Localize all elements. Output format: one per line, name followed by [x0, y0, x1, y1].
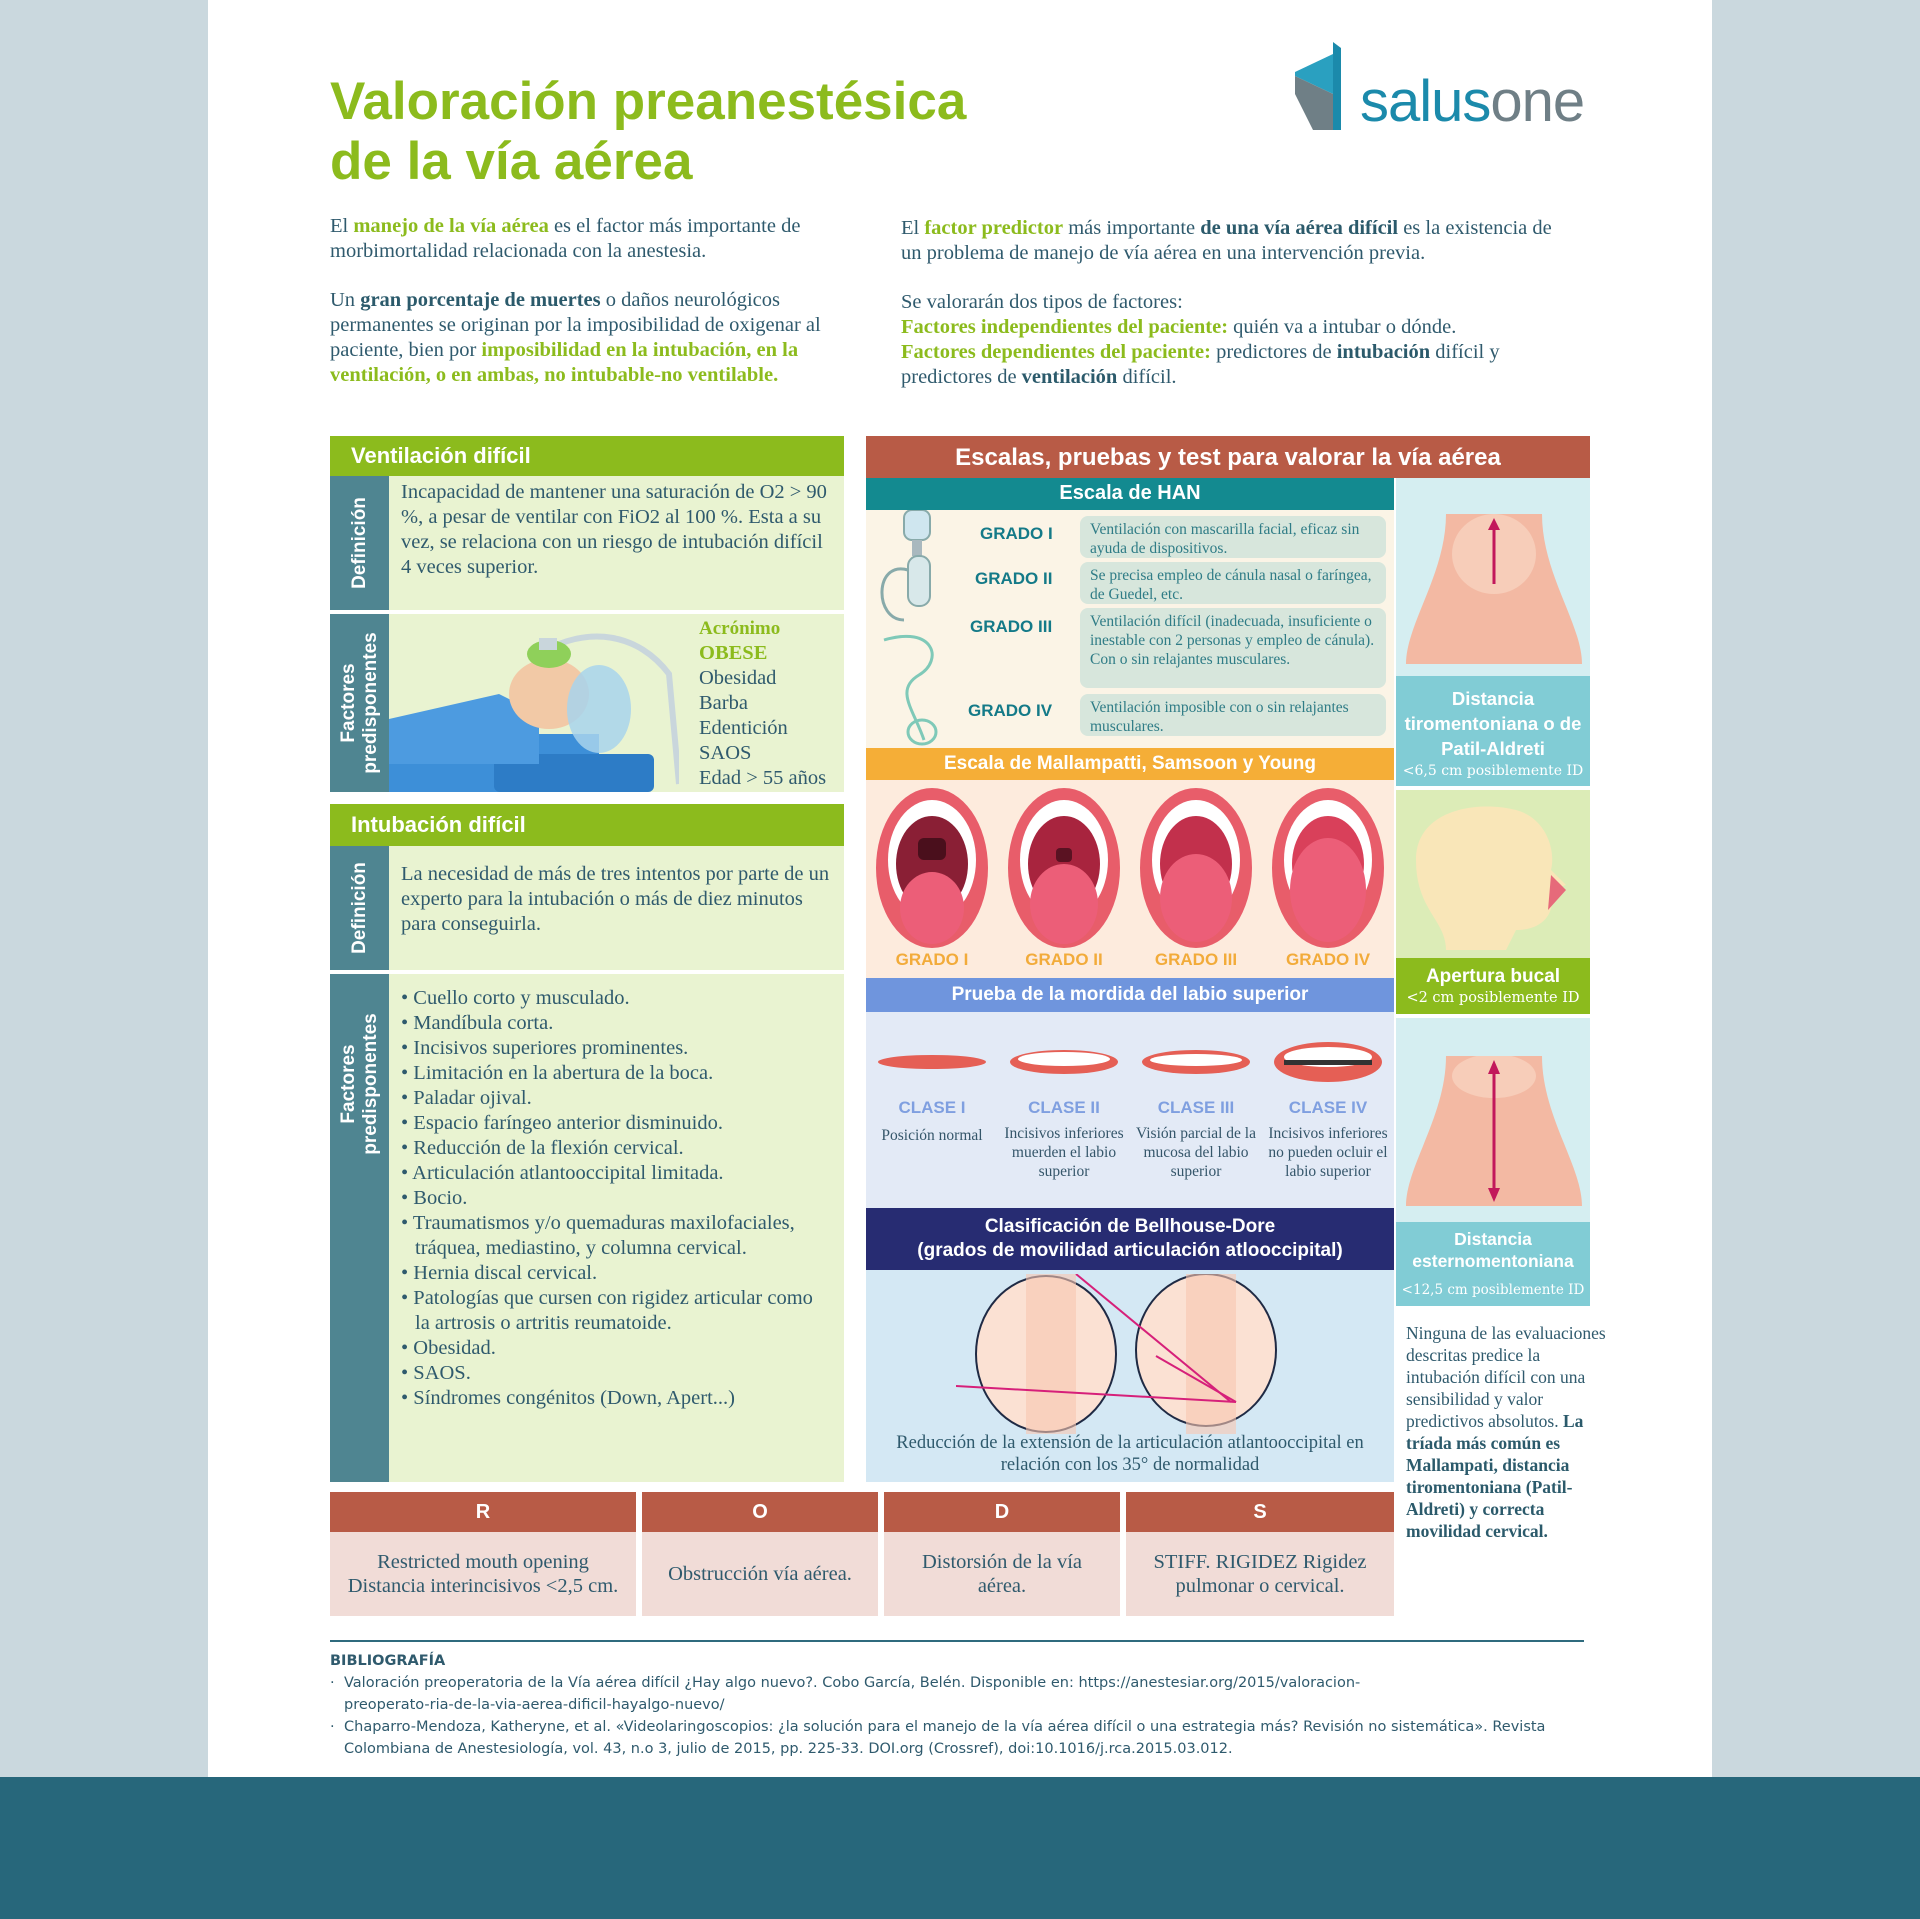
- rods-desc: STIFF. RIGIDEZ Rigidez pulmonar o cervical.: [1126, 1532, 1394, 1616]
- bibliografia-title: BIBLIOGRAFÍA: [330, 1653, 446, 1669]
- mordida-class-desc: Incisivos inferiores muerden el labio superior: [1004, 1125, 1124, 1180]
- lips-icon: [1274, 1042, 1382, 1082]
- lips-icon: [878, 1055, 986, 1069]
- bibliografia: [330, 1650, 1590, 1760]
- esterno-panel: [1396, 1222, 1590, 1306]
- neck-tiromentoniana-icon: [1406, 514, 1582, 664]
- patil-illustration-panel: [1396, 478, 1590, 676]
- ventilacion-definition: Incapacidad de mantener una saturación de O2 > 90 %, a pesar de ventilar con FiO2 al 100 %. Esta a su vez, se relaciona con un riesgo de intubación difícil 4 veces superior.: [389, 476, 844, 610]
- han-grade-label: GRADO I: [980, 524, 1053, 543]
- bibliografia-item: · Valoración preoperatoria de la Vía aérea difícil ¿Hay algo nuevo?. Cobo García, Belén. Disponible en: https://anestesiar.org/2015/valoracion-preoperato-ria-de-la-via-aerea-dificil-hayalgo-nuevo/: [330, 1675, 1361, 1713]
- han-header: Escala de HAN: [866, 478, 1394, 510]
- mallampati-grade-label: GRADO III: [1154, 950, 1238, 969]
- han-grade-label: GRADO III: [970, 617, 1053, 636]
- lips-icon: [1142, 1050, 1250, 1074]
- mallampati-grade-label: GRADO IV: [1285, 950, 1371, 969]
- ventilation-devices-icon: [874, 510, 959, 748]
- neck-esternomentoniana-icon: [1406, 1056, 1582, 1216]
- list-item: • Cuello corto y musculado.: [401, 987, 630, 1009]
- mallampati-grade-label: GRADO I: [895, 950, 969, 969]
- intro-right-p1: El factor predictor más importante de una vía aérea difícil es la existencia de un problema de manejo de vía aérea en una intervención previa.: [901, 217, 1552, 264]
- patil-note: <6,5 cm posiblemente ID: [1402, 763, 1584, 779]
- intubacion-factors: [389, 974, 844, 1482]
- mordida-class-desc: Incisivos inferiores no pueden ocluir el labio superior: [1268, 1125, 1388, 1180]
- list-item: • Reducción de la flexión cervical.: [401, 1137, 684, 1159]
- salusone-logo: salusone: [1360, 69, 1585, 134]
- apertura-panel: [1396, 958, 1590, 1014]
- acronym-item: Barba: [699, 692, 748, 714]
- esterno-illustration-panel: [1396, 1018, 1590, 1222]
- rods-desc: Distorsión de la vía aérea.: [884, 1532, 1120, 1616]
- intro-left: [330, 214, 850, 388]
- bibliografia-item: · Chaparro-Mendoza, Katheryne, et al. «Videolaringoscopios: ¿la solución para el manejo de la vía aérea difícil o una estrategia más? Revisión no sistemática». Revista Colombiana de Anestesiología, vol. 43, n.o 3, julio de 2015, pp. 225-33. DOI.org (Crossref), doi:10.1016/j.rca.2015.03.012.: [330, 1719, 1546, 1757]
- intubacion-def-sidebar: [330, 846, 389, 970]
- escalas-header: Escalas, pruebas y test para valorar la vía aérea: [866, 436, 1590, 478]
- han-grade-label: GRADO IV: [968, 701, 1053, 720]
- rods-desc: Restricted mouth opening Distancia interincisivos <2,5 cm.: [330, 1532, 636, 1616]
- mordida-class-label: CLASE III: [1157, 1098, 1235, 1117]
- list-item: • Incisivos superiores prominentes.: [401, 1037, 689, 1059]
- list-item: • Síndromes congénitos (Down, Apert...): [401, 1387, 735, 1409]
- intro-left-p2: Un gran porcentaje de muertes o daños neurológicos permanentes se originan por la imposibilidad de oxigenar al paciente, bien por imposibilidad en la intubación, en la ventilación, o en ambas, no intubable-no ventilable.: [330, 289, 821, 386]
- mallampati-panel: [866, 780, 1394, 978]
- list-item: • Patologías que cursen con rigidez articular como la artrosis o artritis reumatoide.: [401, 1287, 813, 1334]
- salusone-logo-icon: [1293, 42, 1353, 132]
- han-panel: [866, 510, 1394, 748]
- apertura-illustration-panel: [1396, 790, 1590, 958]
- mallampati-grade-label: GRADO II: [1025, 950, 1103, 969]
- mouth-icon: [876, 788, 988, 948]
- mordida-class-desc: Visión parcial de la mucosa del labio superior: [1135, 1125, 1256, 1180]
- intubacion-factors-sidebar: [330, 974, 389, 1482]
- intubacion-header: Intubación difícil: [330, 804, 844, 846]
- page-title: Valoración preanestésica de la vía aérea: [330, 72, 967, 191]
- head-profiles-illustration: [956, 1274, 1296, 1434]
- mordida-panel: [866, 1012, 1394, 1208]
- ventilacion-def-label: Definición: [348, 497, 370, 589]
- intro-right-factors-intro: Se valorarán dos tipos de factores:: [901, 291, 1183, 313]
- rods-letter: R: [330, 1492, 636, 1532]
- han-grade-label: GRADO II: [975, 569, 1053, 588]
- rods-column-r: [330, 1492, 636, 1616]
- rods-column-s: [1126, 1492, 1394, 1616]
- rods-letter: O: [642, 1492, 878, 1532]
- rods-column-d: [884, 1492, 1120, 1616]
- apertura-note: <2 cm posiblemente ID: [1406, 990, 1580, 1006]
- intro-right-independent: Factores independientes del paciente: quién va a intubar o dónde.: [901, 316, 1457, 338]
- esterno-title: Distancia esternomentoniana: [1412, 1229, 1574, 1271]
- ventilacion-factors-label: Factores predisponentes: [337, 632, 381, 774]
- ventilacion-factors-sidebar: [330, 614, 389, 792]
- patil-panel: [1396, 676, 1590, 786]
- conclusion-text: Ninguna de las evaluaciones descritas predice la intubación difícil con una sensibilidad y valor predictivos absolutos. La tríada más común es Mallampati, distancia tiromentoniana (Patil-Aldreti) y correcta movilidad cervical.: [1406, 1323, 1606, 1541]
- ventilacion-factors-panel: [389, 614, 844, 792]
- intubacion-definition: La necesidad de más de tres intentos por parte de un experto para la intubación o más de diez minutos para conseguirla.: [389, 846, 844, 970]
- han-grade-desc: Se precisa empleo de cánula nasal o faríngea, de Guedel, etc.: [1080, 562, 1386, 604]
- intubacion-def-label: Definición: [348, 862, 370, 954]
- patient-mask-illustration: [389, 614, 679, 792]
- mordida-class-label: CLASE IV: [1288, 1098, 1368, 1117]
- list-item: • Bocio.: [401, 1187, 468, 1209]
- divider: [330, 1640, 1584, 1642]
- ventilacion-header: Ventilación difícil: [330, 436, 844, 476]
- rods-letter: D: [884, 1492, 1120, 1532]
- list-item: • Hernia discal cervical.: [401, 1262, 598, 1284]
- mordida-class-label: CLASE II: [1028, 1098, 1100, 1117]
- mordida-header: Prueba de la mordida del labio superior: [866, 978, 1394, 1012]
- acronym-item: Edentición: [699, 717, 788, 739]
- intro-left-p1: El manejo de la vía aérea es el factor más importante de morbimortalidad relacionada con la anestesia.: [330, 215, 801, 262]
- intro-right-dependent: Factores dependientes del paciente: predictores de intubación difícil y predictores de ventilación difícil.: [901, 341, 1500, 388]
- mouth-icon: [1140, 788, 1252, 948]
- patil-title: Distancia tiromentoniana o de Patil-Aldreti: [1404, 688, 1582, 759]
- acronym-item: SAOS: [699, 742, 752, 764]
- esterno-note: <12,5 cm posiblemente ID: [1401, 1282, 1585, 1298]
- intubacion-factors-label: Factores predisponentes: [337, 1013, 381, 1155]
- list-item: • Limitación en la abertura de la boca.: [401, 1062, 714, 1084]
- rods-letter: S: [1126, 1492, 1394, 1532]
- lips-icon: [1010, 1050, 1118, 1074]
- list-item: • Espacio faríngeo anterior disminuido.: [401, 1112, 723, 1134]
- han-grade-desc: Ventilación difícil (inadecuada, insuficiente o inestable con 2 personas y empleo de cánula). Con o sin relajantes musculares.: [1080, 608, 1386, 688]
- rods-desc: Obstrucción vía aérea.: [642, 1532, 878, 1616]
- han-grade-desc: Ventilación imposible con o sin relajantes musculares.: [1080, 694, 1386, 736]
- list-item: • Obesidad.: [401, 1337, 496, 1359]
- infographic-page: [208, 0, 1712, 1777]
- list-item: • SAOS.: [401, 1362, 471, 1384]
- han-grade-desc: Ventilación con mascarilla facial, eficaz sin ayuda de dispositivos.: [1080, 516, 1386, 558]
- apertura-title: Apertura bucal: [1425, 966, 1561, 987]
- mordida-class-label: CLASE I: [898, 1098, 966, 1117]
- bellhouse-caption: Reducción de la extensión de la articulación atlantooccipital en relación con los 35° de normalidad: [896, 1433, 1364, 1475]
- footer-band: [0, 1777, 1920, 1919]
- list-item: • Traumatismos y/o quemaduras maxilofaciales, tráquea, mediastino, y columna cervical.: [401, 1212, 795, 1259]
- list-item: • Paladar ojival.: [401, 1087, 532, 1109]
- acronym-item: Edad > 55 años: [699, 767, 827, 789]
- mouth-icon: [1008, 788, 1120, 948]
- list-item: • Mandíbula corta.: [401, 1012, 554, 1034]
- head-profile-apertura-icon: [1416, 800, 1576, 950]
- obese-acronym: Acrónimo OBESE Obesidad Barba Edentición SAOS Edad > 55 años: [699, 618, 827, 789]
- rods-column-o: [642, 1492, 878, 1616]
- lip-bite-illustration: [866, 1012, 1394, 1082]
- list-item: • Articulación atlantooccipital limitada.: [401, 1162, 724, 1184]
- ventilacion-def-sidebar: [330, 476, 389, 610]
- mouth-icon: [1272, 788, 1384, 948]
- mallampati-mouths-illustration: [866, 780, 1394, 950]
- bellhouse-header: Clasificación de Bellhouse-Dore (grados de movilidad articulación atlooccipital): [866, 1208, 1394, 1270]
- intro-right: [901, 216, 1561, 390]
- mordida-class-desc: Posición normal: [881, 1127, 983, 1144]
- acronym-item: Obesidad: [699, 667, 777, 689]
- mallampati-header: Escala de Mallampatti, Samsoon y Young: [866, 748, 1394, 780]
- bellhouse-panel: [866, 1270, 1394, 1482]
- factors-list: [401, 986, 832, 1411]
